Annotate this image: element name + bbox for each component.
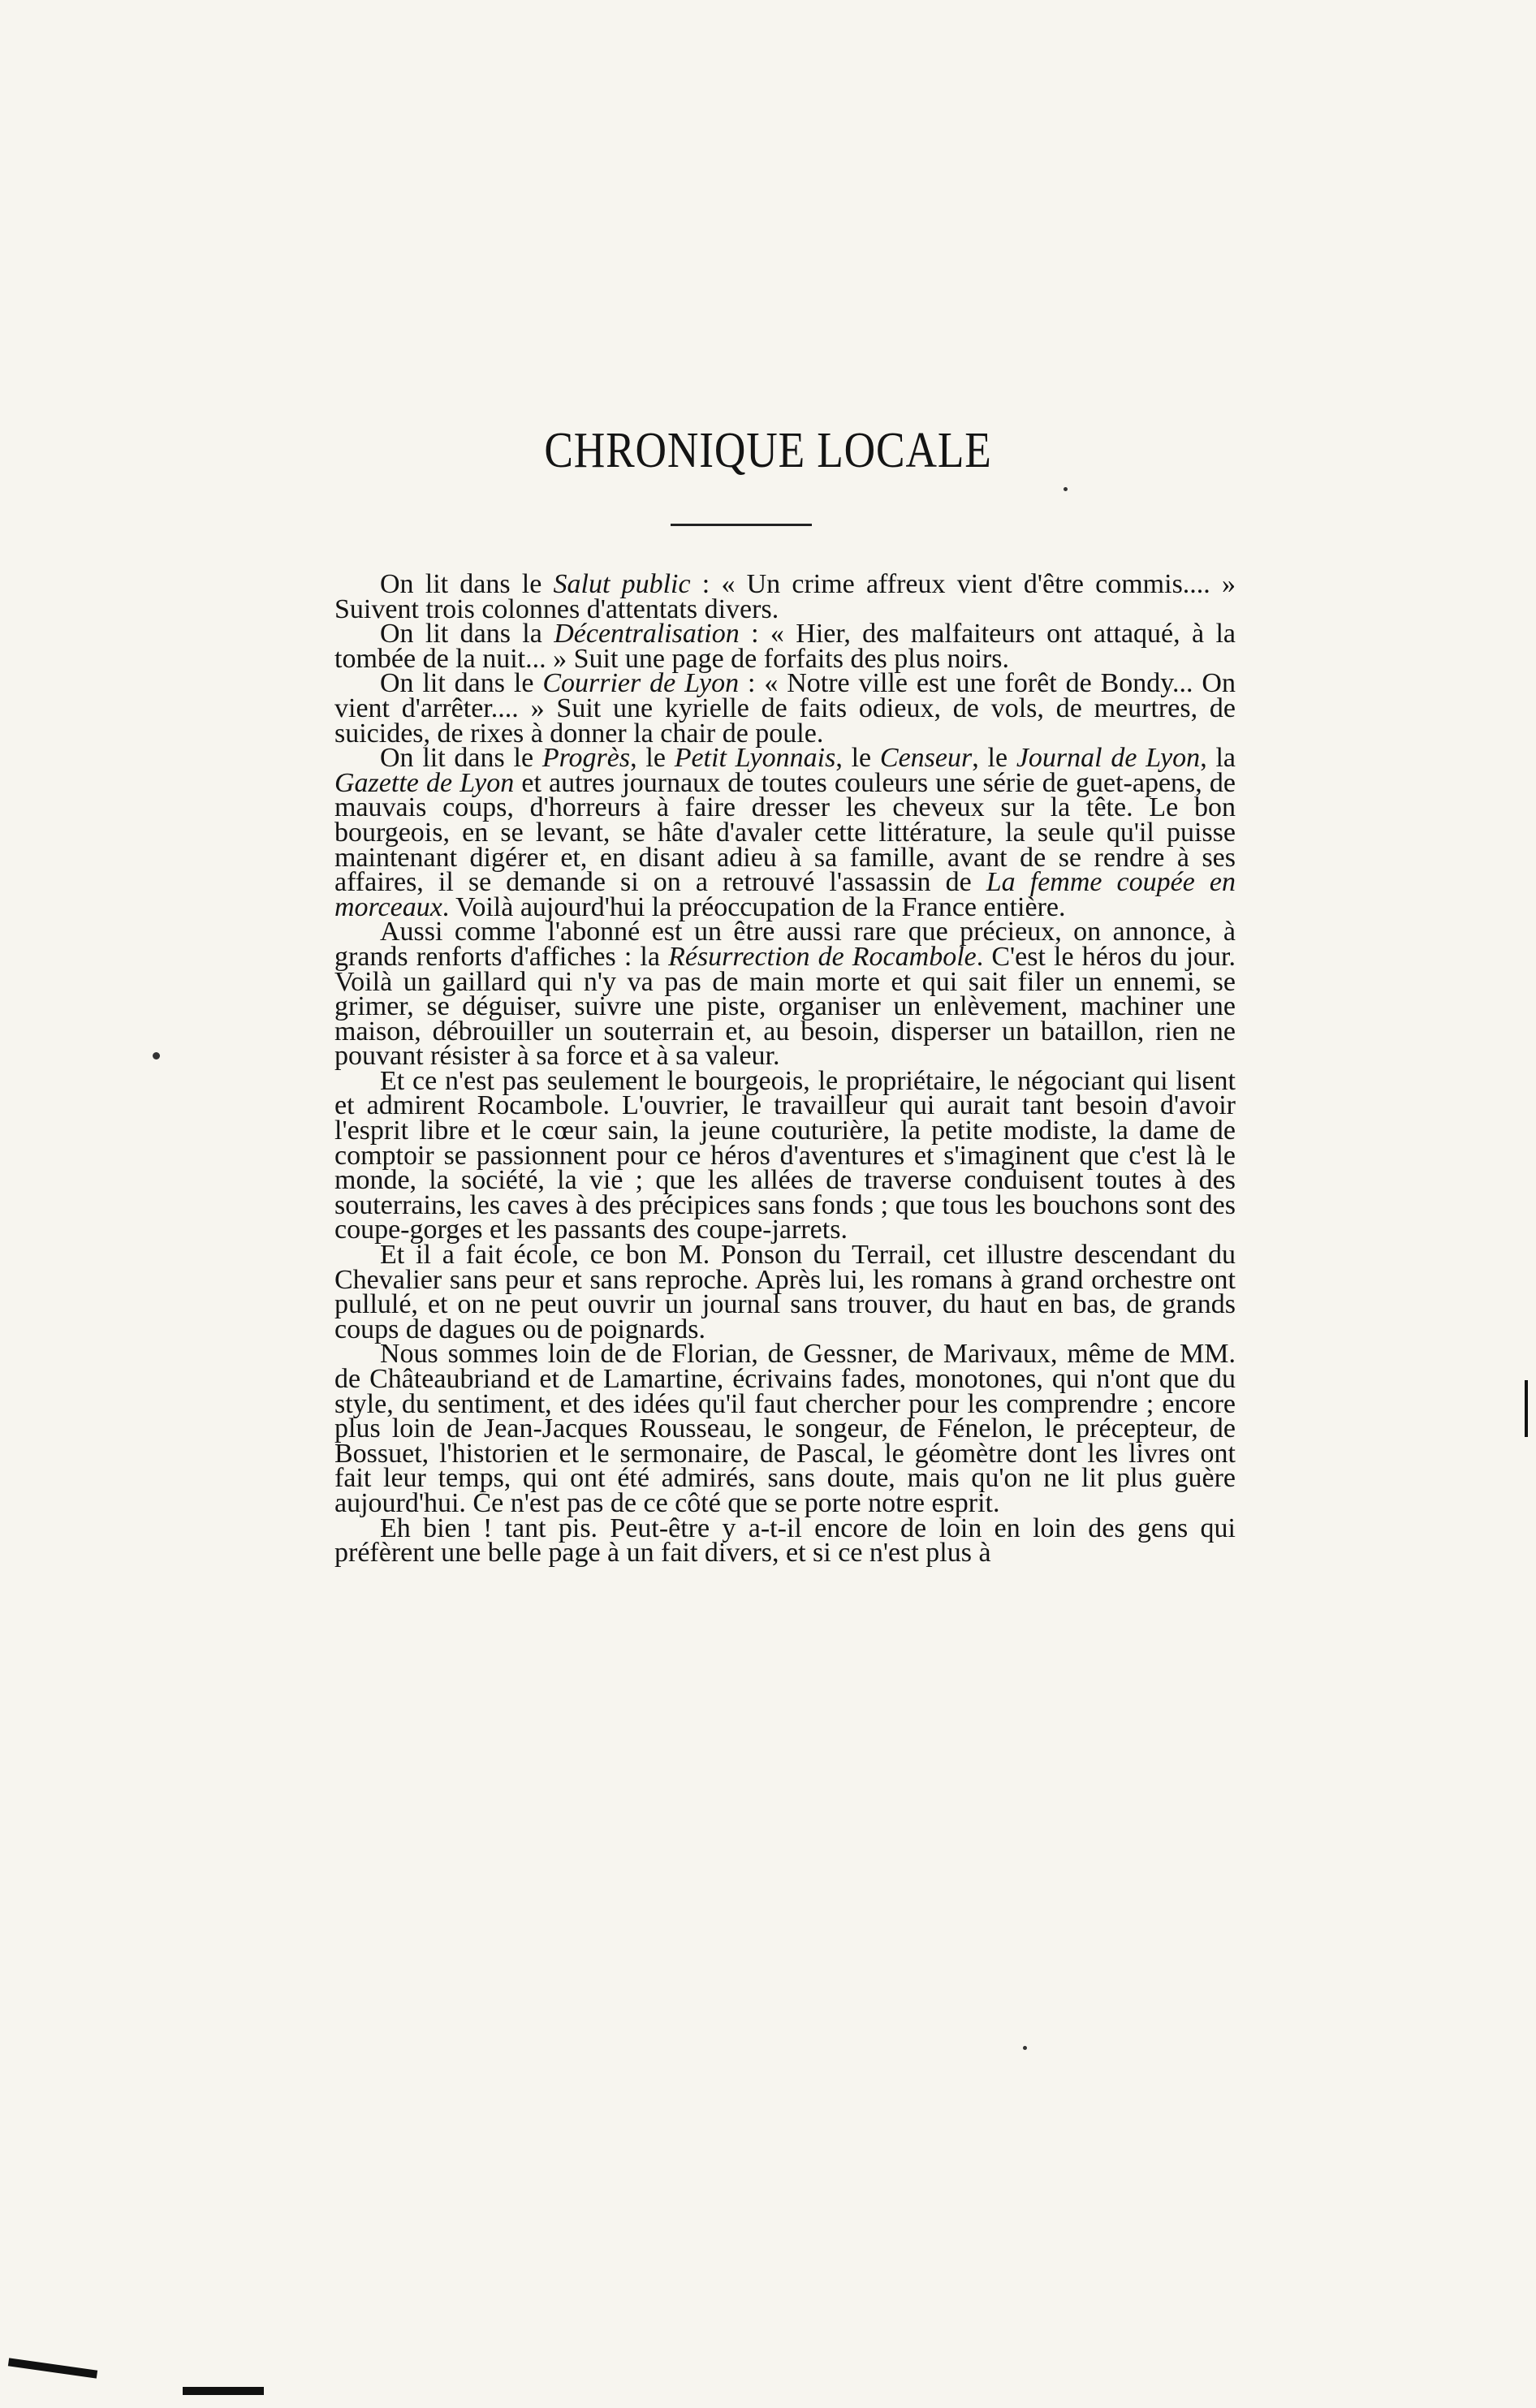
italic-title: Salut public bbox=[553, 569, 691, 599]
italic-title: Censeur bbox=[879, 743, 973, 774]
article-paragraph bbox=[334, 1240, 1236, 1344]
scan-streak bbox=[8, 2358, 97, 2378]
paragraph-text: Eh bien ! tant pis. Peut-être y a-t-il encore de loin en loin des gens qui préfèrent une belle page à un fait divers, et si ce n'est plus à bbox=[334, 1513, 1236, 1569]
page-title: CHRONIQUE LOCALE bbox=[544, 423, 992, 478]
paragraph-text: , le bbox=[630, 743, 675, 774]
paragraph-text: , la bbox=[1200, 743, 1236, 774]
paragraph-text: On lit dans le bbox=[380, 743, 542, 774]
paragraph-text: On lit dans le bbox=[380, 668, 543, 699]
paragraph-text: : « Notre ville est une forêt de Bondy... On vient d'arrêter.... » Suit une kyrielle de faits odieux, de vols, de meurtres, de suicides, de rixes à donner la chair de poule. bbox=[334, 668, 1236, 749]
italic-title: Progrès bbox=[541, 743, 631, 774]
italic-title: Gazette de Lyon bbox=[334, 767, 515, 798]
article-paragraph bbox=[334, 668, 1236, 749]
italic-title: Résurrection de Rocambole bbox=[668, 941, 977, 972]
paragraph-text: Et ce n'est pas seulement le bourgeois, le propriétaire, le négociant qui lisent et admirent Rocambole. L'ouvrier, le travailleur qui aurait tant besoin d'avoir l'esprit libre et le cœur sain, la jeune couturière, la petite modiste, la dame de comptoir se passionnent pour ce héros d'aventures et s'imaginent que c'est là le monde, la société, la vie ; que les allées de traverse conduisent toutes à des souterrains, les caves à des précipices sans fonds ; que tous les bouchons sont des coupe-gorges et les passants des coupe-jarrets. bbox=[334, 1065, 1236, 1245]
scan-streak bbox=[183, 2387, 264, 2395]
italic-title: La femme coupée en morceaux bbox=[334, 867, 1236, 922]
article-paragraph bbox=[334, 1065, 1236, 1245]
article-body bbox=[334, 569, 1236, 1569]
paragraph-text: . Voilà aujourd'hui la préoccupation de la France entière. bbox=[442, 891, 1066, 922]
paragraph-text: : « Hier, des malfaiteurs ont attaqué, à la tombée de la nuit... » Suit une page de forfaits des plus noirs. bbox=[334, 619, 1236, 674]
italic-title: Petit Lyonnais bbox=[674, 743, 836, 774]
paragraph-text: On lit dans le bbox=[380, 569, 554, 599]
article-paragraph bbox=[334, 917, 1236, 1072]
scan-speck bbox=[1023, 2046, 1027, 2050]
article-paragraph bbox=[334, 743, 1236, 922]
paragraph-text: . C'est le héros du jour. Voilà un gaillard qui n'y va pas de main morte et qui sait filer un ennemi, se grimer, se déguiser, suivre une piste, organiser un enlèvement, machiner une maison, débrouiller un souterrain et, au besoin, disperser un bataillon, rien ne pouvant résister à sa force et à sa valeur. bbox=[334, 941, 1236, 1072]
paragraph-text: Nous sommes loin de de Florian, de Gessner, de Marivaux, même de MM. de Châteaubriand et de Lamartine, écrivains fades, monotones, qui n'ont que du style, du sentiment, et des idées qu'il faut chercher pour les comprendre ; encore plus loin de Jean-Jacques Rousseau, le songeur, de Fénelon, le précepteur, de Bossuet, l'historien et le sermonaire, de Pascal, le géomètre dont les livres ont fait leur temps, qui ont été admirés, sans doute, mais qu'on ne lit plus guère aujourd'hui. Ce n'est pas de ce côté que se porte notre esprit. bbox=[334, 1339, 1236, 1518]
article-paragraph bbox=[334, 1339, 1236, 1518]
paragraph-text: et autres journaux de toutes couleurs une série de guet-apens, de mauvais coups, d'horreurs à faire dresser les cheveux sur la tête. Le bon bourgeois, en se levant, se hâte d'avaler cette littérature, la seule qu'il puisse maintenant digérer et, en disant adieu à sa famille, avant de se rendre à ses affaires, il se demande si on a retrouvé l'assassin de bbox=[334, 767, 1236, 898]
italic-title: Décentralisation bbox=[554, 619, 740, 649]
paragraph-text: On lit dans la bbox=[380, 619, 554, 649]
scan-speck bbox=[153, 1052, 160, 1059]
italic-title: Journal de Lyon bbox=[1016, 743, 1201, 774]
article-paragraph bbox=[334, 1513, 1236, 1569]
margin-mark bbox=[1525, 1380, 1528, 1437]
scan-speck bbox=[1064, 487, 1068, 491]
paragraph-text: : « Un crime affreux vient d'être commis.... » Suivent trois colonnes d'attentats divers. bbox=[334, 569, 1236, 624]
italic-title: Courrier de Lyon bbox=[542, 668, 740, 699]
article-paragraph bbox=[334, 619, 1236, 674]
paragraph-text: Et il a fait école, ce bon M. Ponson du Terrail, cet illustre descendant du Chevalier sans peur et sans reproche. Après lui, les romans à grand orchestre ont pullulé, et on ne peut ouvrir un journal sans trouver, du haut en bas, de grands coups de dagues ou de poignards. bbox=[334, 1240, 1236, 1344]
article-paragraph bbox=[334, 569, 1236, 624]
title-divider bbox=[671, 524, 812, 526]
paragraph-text: Aussi comme l'abonné est un être aussi rare que précieux, on annonce, à grands renforts d'affiches : la bbox=[334, 917, 1236, 972]
paragraph-text: , le bbox=[835, 743, 880, 774]
paragraph-text: , le bbox=[972, 743, 1016, 774]
